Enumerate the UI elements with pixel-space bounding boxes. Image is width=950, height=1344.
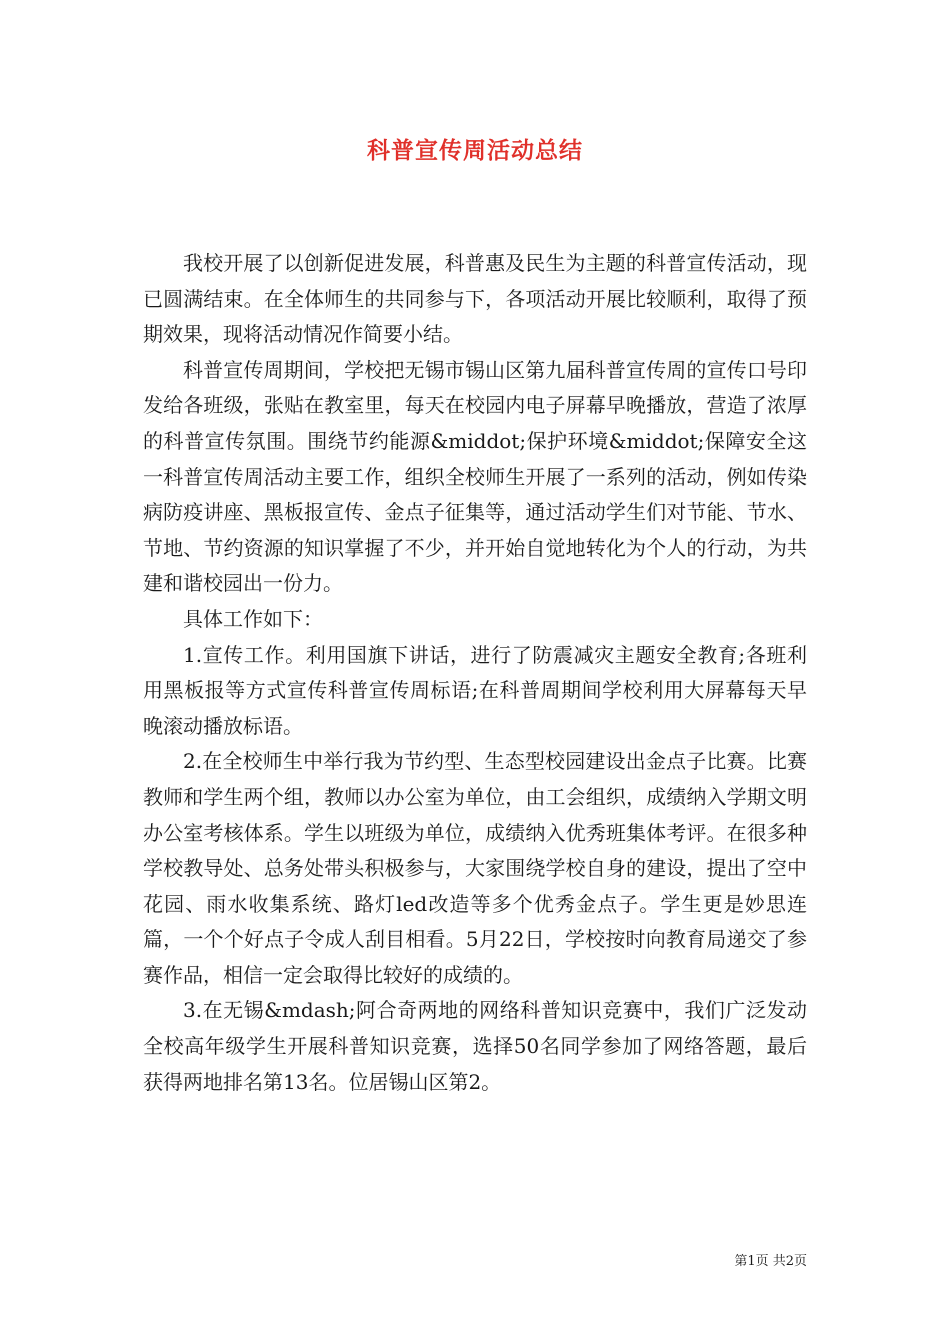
paragraph-intro: 我校开展了以创新促进发展，科普惠及民生为主题的科普宣传活动，现已圆满结束。在全体师生的共同参与下，各项活动开展比较顺利，取得了预期效果，现将活动情况作简要小结。	[143, 251, 807, 347]
page-number: 第1页 共2页	[734, 1254, 807, 1269]
paragraph-item-1: 1.宣传工作。利用国旗下讲话，进行了防震减灾主题安全教育;各班利用黑板报等方式宣传科普宣传周标语;在科普周期间学校利用大屏幕每天早晚滚动播放标语。	[143, 642, 807, 738]
paragraph-work-heading: 具体工作如下：	[183, 606, 323, 631]
paragraph-item-3: 3.在无锡&mdash;阿合奇两地的网络科普知识竞赛中，我们广泛发动全校高年级学生开展科普知识竞赛，选择50名同学参加了网络答题，最后获得两地排名第13名。位居锡山区第2。	[143, 998, 807, 1094]
paragraph-item-2: 2.在全校师生中举行我为节约型、生态型校园建设出金点子比赛。比赛教师和学生两个组，教师以办公室为单位，由工会组织，成绩纳入学期文明办公室考核体系。学生以班级为单位，成绩纳入优秀班集体考评。在很多种学校教导处、总务处带头积极参与，大家围绕学校自身的建设，提出了空中花园、雨水收集系统、路灯led改造等多个优秀金点子。学生更是妙思连篇，一个个好点子令成人刮目相看。5月22日，学校按时向教育局递交了参赛作品，相信一定会取得比较好的成绩的。	[143, 749, 807, 987]
document-title: 科普宣传周活动总结	[367, 137, 583, 164]
paragraph-activities: 科普宣传周期间，学校把无锡市锡山区第九届科普宣传周的宣传口号印发给各班级，张贴在教室里，每天在校园内电子屏幕早晚播放，营造了浓厚的科普宣传氛围。围绕节约能源&middot;保护环境&middot;保障安全这一科普宣传周活动主要工作，组织全校师生开展了一系列的活动，例如传染病防疫讲座、黑板报宣传、金点子征集等，通过活动学生们对节能、节水、节地、节约资源的知识掌握了不少，并开始自觉地转化为个人的行动，为共建和谐校园出一份力。	[143, 357, 807, 596]
document-body	[143, 246, 807, 1100]
